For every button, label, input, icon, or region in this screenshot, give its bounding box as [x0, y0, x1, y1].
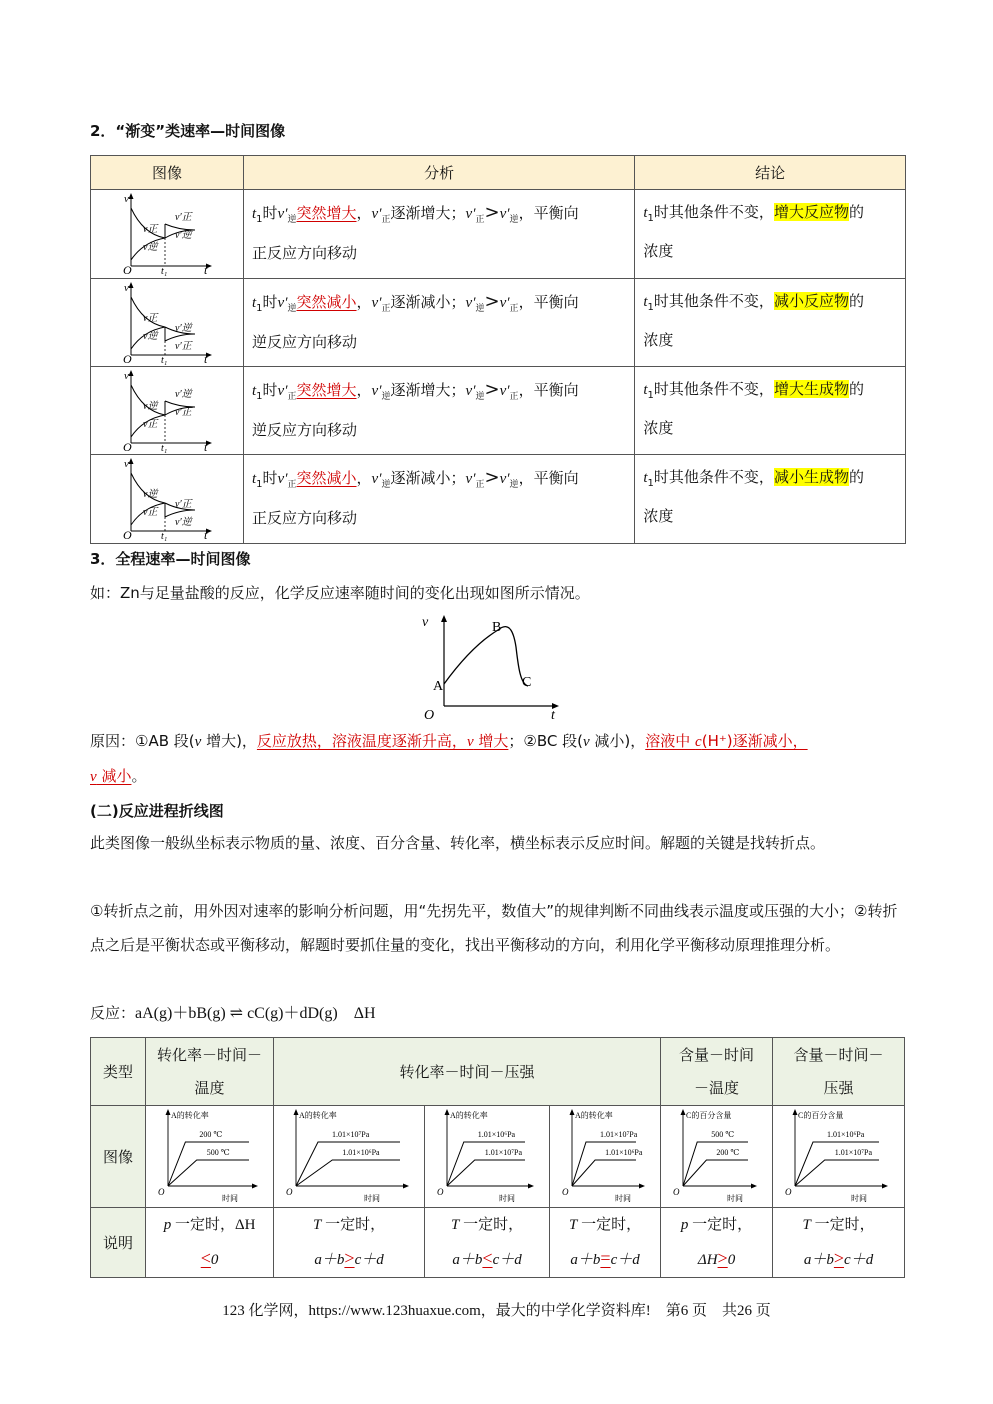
- gradual-change-table: [90, 155, 906, 544]
- note-line-2: a＋b>c＋d: [314, 1247, 384, 1268]
- graph-origin-label: O: [158, 1187, 165, 1197]
- graph-upper-label: 1.01×10⁷Pa: [600, 1130, 638, 1139]
- line-lower: [447, 1160, 525, 1186]
- graph-x-label: 时间: [364, 1194, 381, 1203]
- row-label-note: 说明: [91, 1208, 146, 1278]
- line-lower: [572, 1160, 636, 1186]
- graph-origin-label: O: [123, 352, 132, 365]
- point-a-label: A: [433, 679, 444, 694]
- col-header-graph: 图像: [91, 156, 244, 190]
- process-graph: [550, 1106, 660, 1206]
- y-axis-arrow: [681, 1109, 686, 1115]
- note-line-2: ΔH>0: [697, 1247, 736, 1268]
- note-line-1: T 一定时，: [802, 1216, 875, 1233]
- graph-vprime-label-1: v′正: [175, 212, 192, 223]
- graph-t1-label: t₁: [161, 531, 168, 541]
- x-axis-arrow: [751, 1184, 757, 1189]
- graph-v-lower-label: v逆: [143, 242, 158, 253]
- graph-x-label: 时间: [615, 1194, 632, 1203]
- graph-v-label: v: [124, 193, 129, 205]
- analysis-pre: 时: [262, 469, 278, 487]
- note-symbol: >: [344, 1247, 355, 1268]
- vt-graph: [91, 279, 241, 365]
- graph-y-label: C的百分含量: [798, 1111, 844, 1120]
- graph-x-label: 时间: [727, 1194, 744, 1203]
- analysis-change: 突然增大: [296, 381, 357, 399]
- y-axis-arrow: [294, 1109, 299, 1115]
- note-symbol: >: [717, 1247, 728, 1268]
- table-row: [91, 190, 906, 279]
- line-lower: [795, 1160, 879, 1186]
- graph-v-label: v: [124, 458, 129, 470]
- process-graph: [274, 1106, 424, 1206]
- graph-v-lower-label: v逆: [143, 331, 158, 342]
- graph-x-label: 时间: [222, 1194, 239, 1203]
- graph-origin-label: O: [437, 1187, 444, 1197]
- note-cell: [773, 1208, 905, 1278]
- reason-paragraph: 原因：①AB 段(v 增大)，反应放热，溶液温度逐渐升高，v 增大；②BC 段(v 减小)，溶液中 c(H⁺)逐渐减小， v 减小。: [90, 732, 808, 785]
- point-b-label: B: [492, 620, 502, 635]
- vt-graph: [91, 455, 241, 541]
- graph-v-lower-label: v正: [143, 419, 158, 430]
- para-turning-point: 此类图像一般纵坐标表示物质的量、浓度、百分含量、转化率，横坐标表示反应时间。解题的关键是找转折点。: [90, 834, 826, 852]
- note-line-1: T 一定时，: [313, 1216, 386, 1233]
- graph-upper-label: 1.01×10⁶Pa: [827, 1130, 865, 1139]
- graph-x-label: 时间: [851, 1194, 868, 1203]
- reason-heat: 反应放热，溶液温度逐渐升高，v 增大: [256, 732, 509, 750]
- graph-t1-label: t₁: [161, 443, 168, 453]
- y-axis-arrow: [166, 1109, 171, 1115]
- note-cell: [146, 1208, 274, 1278]
- process-graph-cell: [274, 1106, 425, 1208]
- graph-y-label: A的转化率: [575, 1111, 613, 1120]
- note-line-2: a＋b>c＋d: [803, 1247, 874, 1268]
- table-row: [91, 279, 906, 367]
- conclusion-cell: $t_1$时其他条件不变，增大生成物的 浓度: [635, 367, 906, 455]
- x-axis-arrow: [882, 1184, 888, 1189]
- graph-y-label: A的转化率: [171, 1111, 209, 1120]
- graph-v-upper-label: v逆: [143, 489, 158, 500]
- type-header: 转化率－时间－温度: [146, 1038, 274, 1106]
- note-line-1: T 一定时，: [569, 1216, 642, 1233]
- note-cell: [425, 1208, 550, 1278]
- reaction-equation: 反应：aA(g)＋bB(g) ⇌ cC(g)＋dD(g) ΔH: [90, 1004, 376, 1022]
- graph-t-label: t: [551, 708, 555, 720]
- analysis-direction: 逆反应方向移动: [251, 333, 357, 351]
- point-c-label: C: [522, 675, 532, 690]
- note-symbol: =: [600, 1247, 611, 1268]
- graph-upper-label: 1.01×10⁷Pa: [332, 1130, 370, 1139]
- section-heading-4: (二)反应进程折线图: [90, 802, 224, 820]
- graph-origin-label: O: [123, 528, 132, 541]
- graph-v-upper-label: v逆: [143, 401, 158, 412]
- conclusion-highlight: 增大生成物: [773, 380, 849, 398]
- vt-graph-cell: [91, 279, 244, 367]
- graph-v-upper-label: v正: [143, 313, 158, 324]
- graph-lower-label: 1.01×10⁶Pa: [605, 1148, 643, 1157]
- analysis-cell: $t_1$时$v'_逆$突然减小，$v'_正$逐渐减小；$v'_逆>v'_正$，平衡向 逆反应方向移动: [243, 279, 634, 367]
- graph-origin-label: O: [562, 1187, 569, 1197]
- note-line-1: T 一定时，: [451, 1216, 524, 1233]
- graph-vprime-label-1: v′正: [175, 499, 192, 510]
- v-prime-curve-1: [165, 334, 195, 341]
- graph-upper-label: 200 ℃: [199, 1130, 223, 1139]
- graph-vprime-label-2: v′逆: [175, 517, 192, 528]
- graph-y-label: A的转化率: [450, 1111, 488, 1120]
- graph-vprime-label-2: v′逆: [175, 230, 192, 241]
- note-symbol: >: [833, 1247, 845, 1268]
- process-graph: [773, 1106, 903, 1206]
- line-lower: [683, 1160, 748, 1186]
- vt-graph: [91, 367, 241, 453]
- graph-origin-label: O: [673, 1187, 680, 1197]
- reaction-process-table: [90, 1037, 905, 1278]
- type-header: 含量－时间－温度: [661, 1038, 773, 1106]
- graph-origin-label: O: [286, 1187, 293, 1197]
- line-lower: [168, 1160, 249, 1186]
- graph-t-label: t: [204, 528, 208, 541]
- process-graph-cell: [146, 1106, 274, 1208]
- graph-v-label: v: [124, 282, 129, 294]
- y-axis-arrow: [129, 458, 134, 464]
- note-symbol: <: [200, 1247, 211, 1268]
- graph-lower-label: 1.01×10⁶Pa: [342, 1148, 380, 1157]
- graph-t-label: t: [204, 263, 208, 276]
- note-line-1: p 一定时，: [680, 1216, 753, 1233]
- vt-graph-cell: [91, 455, 244, 544]
- reason-h-ion: 溶液中 c(H⁺)逐渐减小，: [645, 732, 808, 750]
- note-line-2: a＋b<c＋d: [452, 1247, 522, 1268]
- x-axis-arrow: [639, 1184, 645, 1189]
- graph-v-upper-label: v正: [143, 224, 158, 235]
- x-axis-arrow: [403, 1184, 409, 1189]
- graph-origin-label: O: [785, 1187, 792, 1197]
- note-symbol: <: [482, 1247, 493, 1268]
- graph-y-label: A的转化率: [299, 1111, 337, 1120]
- graph-y-label: C的百分含量: [686, 1111, 732, 1120]
- v-prime-curve-1: [165, 510, 195, 517]
- zn-rate-graph: [420, 612, 570, 720]
- analysis-pre: 时: [262, 381, 278, 399]
- graph-x-label: 时间: [499, 1194, 516, 1203]
- section-heading-3: 3．全程速率—时间图像: [90, 550, 251, 568]
- graph-vprime-label-2: v′正: [175, 341, 192, 352]
- note-cell: [274, 1208, 425, 1278]
- y-axis-arrow: [129, 193, 134, 199]
- y-axis-arrow: [793, 1109, 798, 1115]
- analysis-pre: 时: [262, 204, 278, 222]
- type-header: 含量－时间－压强: [773, 1038, 905, 1106]
- section3-intro: 如：Zn与足量盐酸的反应，化学反应速率随时间的变化出现如图所示情况。: [90, 584, 590, 602]
- analysis-change: 突然增大: [296, 204, 357, 222]
- process-graph-cell: [661, 1106, 773, 1208]
- analysis-pre: 时: [262, 293, 278, 311]
- note-cell: [550, 1208, 661, 1278]
- analysis-cell: $t_1$时$v'_正$突然减小，$v'_逆$逐渐减小；$v'_正>v'_逆$，平衡向 正反应方向移动: [243, 455, 634, 544]
- graph-lower-label: 500 ℃: [206, 1148, 230, 1157]
- graph-t-label: t: [204, 440, 208, 453]
- conclusion-cell: $t_1$时其他条件不变，减小生成物的 浓度: [635, 455, 906, 544]
- para-analysis-method: ①转折点之前，用外因对速率的影响分析问题，用“先拐先平，数值大”的规律判断不同曲线表示温度或压强的大小；②转折点之后是平衡状态或平衡移动，解题时要抓住量的变化，找出平衡移动的方向，利用化学平衡移动原理推理分析。: [90, 902, 898, 954]
- analysis-cell: $t_1$时$v'_逆$突然增大，$v'_正$逐渐增大；$v'_正>v'_逆$，平衡向 正反应方向移动: [243, 190, 634, 279]
- page-footer: 123 化学网，https://www.123huaxue.com，最大的中学化学资料库! 第6 页 共26 页: [222, 1303, 771, 1319]
- analysis-direction: 逆反应方向移动: [251, 421, 357, 439]
- conclusion-highlight: 减小反应物: [773, 292, 849, 310]
- graph-v-label: v: [422, 615, 429, 630]
- process-graph-cell: [773, 1106, 905, 1208]
- note-line-2: a＋b=c＋d: [570, 1247, 640, 1268]
- note-line-2: <0: [200, 1247, 219, 1268]
- graph-origin-label: O: [123, 263, 132, 276]
- graph-origin-label: O: [123, 440, 132, 453]
- reason-v-decrease: v 减小: [90, 767, 132, 785]
- conclusion-cell: $t_1$时其他条件不变，增大反应物的 浓度: [635, 190, 906, 279]
- graph-t1-label: t₁: [161, 355, 168, 365]
- col-header-analysis: 分析: [243, 156, 634, 190]
- note-cell: [661, 1208, 773, 1278]
- y-axis-arrow: [570, 1109, 575, 1115]
- graph-v-lower-label: v正: [143, 507, 158, 518]
- type-header: 转化率－时间－压强: [274, 1038, 661, 1106]
- process-graph-cell: [550, 1106, 661, 1208]
- y-axis-arrow: [129, 370, 134, 376]
- table-row: [91, 455, 906, 544]
- col-header-conclusion: 结论: [635, 156, 906, 190]
- conclusion-highlight: 减小生成物: [773, 468, 849, 486]
- row-label-graph: 图像: [91, 1106, 146, 1208]
- graph-vprime-label-1: v′逆: [175, 323, 192, 334]
- section-heading-2: 2．“渐变”类速率—时间图像: [90, 122, 286, 140]
- vt-graph-cell: [91, 190, 244, 279]
- process-graph: [661, 1106, 772, 1206]
- analysis-change: 突然减小: [296, 293, 357, 311]
- note-line-1: p 一定时，ΔH: [163, 1216, 256, 1233]
- conclusion-cell: $t_1$时其他条件不变，减小反应物的 浓度: [635, 279, 906, 367]
- vt-graph: [91, 190, 241, 276]
- y-axis-arrow: [445, 1109, 450, 1115]
- x-axis-arrow: [252, 1184, 258, 1189]
- analysis-direction: 正反应方向移动: [251, 509, 357, 527]
- y-axis-arrow: [129, 282, 134, 288]
- y-axis-arrow: [441, 615, 447, 622]
- vt-graph-cell: [91, 367, 244, 455]
- graph-vprime-label-2: v′正: [175, 407, 192, 418]
- row-label-type: 类型: [91, 1038, 146, 1106]
- graph-lower-label: 1.01×10⁷Pa: [484, 1148, 523, 1157]
- graph-t-label: t: [204, 352, 208, 365]
- conclusion-highlight: 增大反应物: [773, 203, 849, 221]
- graph-upper-label: 500 ℃: [711, 1130, 735, 1139]
- graph-origin-label: O: [424, 708, 435, 720]
- process-graph-cell: [425, 1106, 550, 1208]
- process-graph: [146, 1106, 273, 1206]
- analysis-change: 突然减小: [296, 469, 357, 487]
- analysis-direction: 正反应方向移动: [251, 244, 357, 262]
- graph-v-label: v: [124, 370, 129, 382]
- rate-curve: [444, 627, 528, 686]
- process-graph: [425, 1106, 549, 1206]
- line-lower: [296, 1160, 400, 1186]
- graph-lower-label: 200 ℃: [716, 1148, 740, 1157]
- table-row: [91, 367, 906, 455]
- analysis-cell: $t_1$时$v'_正$突然增大，$v'_逆$逐渐增大；$v'_逆>v'_正$，平衡向 逆反应方向移动: [243, 367, 634, 455]
- graph-vprime-label-1: v′逆: [175, 389, 192, 400]
- graph-upper-label: 1.01×10⁶Pa: [477, 1130, 516, 1139]
- x-axis-arrow: [528, 1184, 534, 1189]
- graph-t1-label: t₁: [161, 266, 168, 276]
- graph-lower-label: 1.01×10⁷Pa: [834, 1148, 873, 1157]
